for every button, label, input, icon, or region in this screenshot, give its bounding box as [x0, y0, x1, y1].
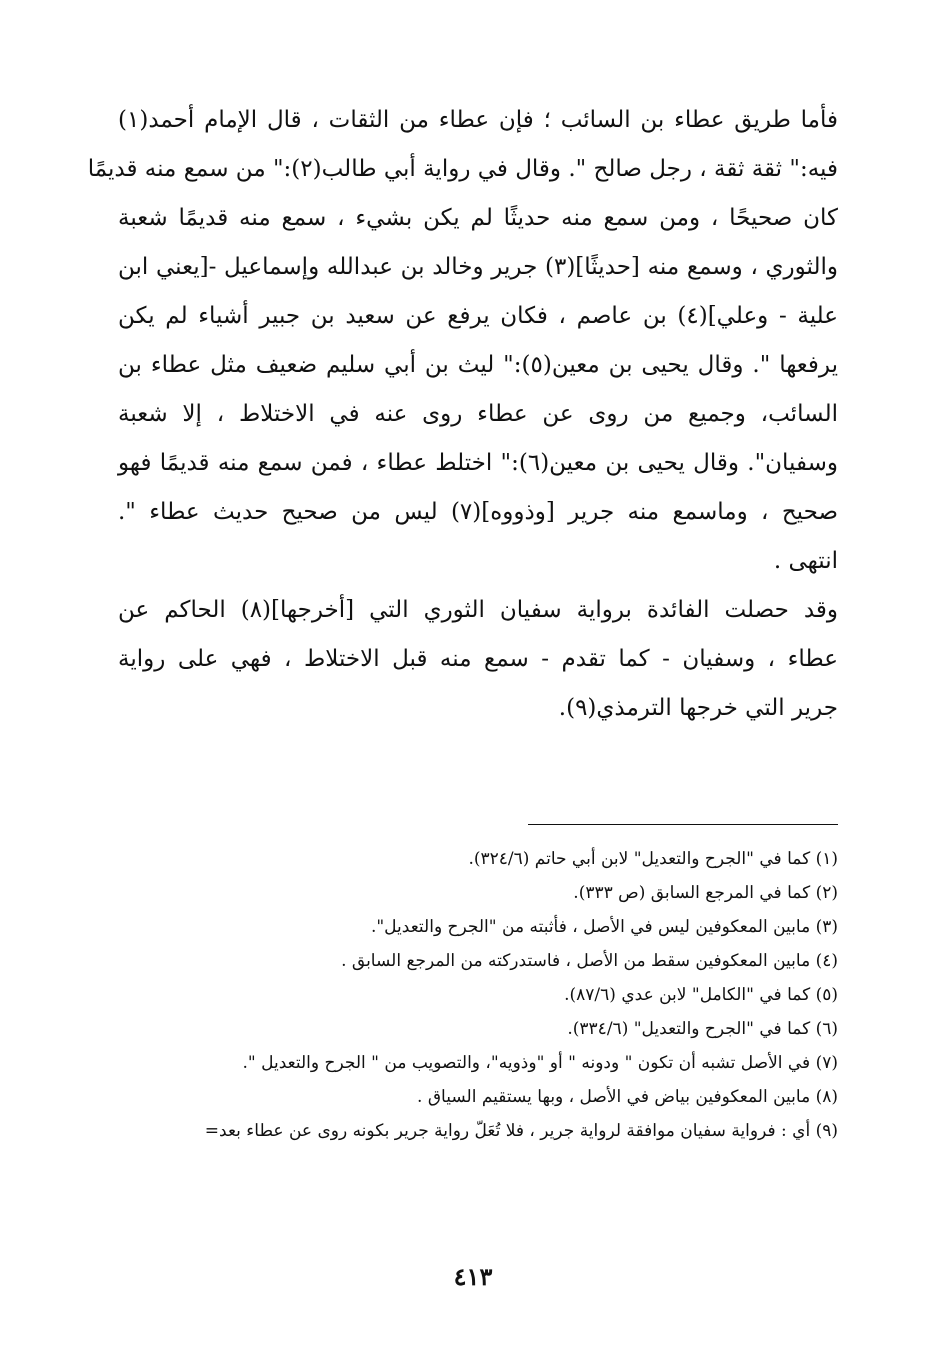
footnote-9: (٩) أي : فرواية سفيان موافقة لرواية جرير ، فلا تُعَلّ رواية جرير بكونه روى عن عطاء بعد=	[204, 1121, 838, 1141]
body-line-5: علية - وعلي](٤) بن عاصم ، فكان يرفع عن سعيد بن جبير أشياء لم يكن	[118, 303, 838, 329]
footnote-separator	[528, 824, 838, 825]
body-line-6: يرفعها ". وقال يحيى بن معين(٥):" ليث بن أبي سليم ضعيف مثل عطاء بن	[118, 352, 838, 378]
main-text	[87, 96, 838, 733]
body-line-12: عطاء ، وسفيان - كما تقدم - سمع منه قبل الاختلاط ، فهي على رواية	[118, 646, 838, 672]
body-line-8: وسفيان". وقال يحيى بن معين(٦):" اختلط عطاء ، فمن سمع منه قديمًا فهو	[118, 450, 838, 476]
page-number: ٤١٣	[453, 1262, 493, 1291]
body-line-1: فأما طريق عطاء بن السائب ؛ فإن عطاء من الثقات ، قال الإمام أحمد(١)	[118, 107, 838, 133]
footnote-1: (١) كما في "الجرح والتعديل" لابن أبي حاتم (٣٢٤/٦).	[468, 849, 838, 869]
footnote-3: (٣) مابين المعكوفين ليس في الأصل ، فأثبته من "الجرح والتعديل".	[370, 917, 838, 937]
body-line-9: صحيح ، وماسمع منه جرير [وذووه](٧) ليس من صحيح حديث عطاء ".	[118, 499, 838, 525]
footnote-7: (٧) في الأصل تشبه أن تكون " ودونه " أو "وذويه"، والتصويب من " الجرح والتعديل ".	[242, 1053, 838, 1073]
body-line-3: كان صحيحًا ، ومن سمع منه حديثًا لم يكن بشيء ، سمع منه قديمًا شعبة	[118, 205, 838, 231]
footnote-5: (٥) كما في "الكامل" لابن عدي (٨٧/٦).	[564, 985, 838, 1005]
footnote-2: (٢) كما في المرجع السابق (ص ٣٣٣).	[573, 883, 838, 903]
body-line-7: السائب، وجميع من روى عن عطاء روى عنه في الاختلاط ، إلا شعبة	[118, 401, 838, 427]
body-line-10: انتهى .	[773, 548, 838, 574]
body-line-13: جرير التي خرجها الترمذي(٩).	[558, 695, 838, 721]
footnote-4: (٤) مابين المعكوفين سقط من الأصل ، فاستدركته من المرجع السابق .	[341, 951, 838, 971]
body-line-11: وقد حصلت الفائدة برواية سفيان الثوري التي [أخرجها](٨) الحاكم عن	[118, 597, 838, 623]
body-line-2: فيه:" ثقة ثقة ، رجل صالح ". وقال في رواية أبي طالب(٢):" من سمع منه قديمًا	[87, 156, 838, 182]
footnote-6: (٦) كما في "الجرح والتعديل" (٣٣٤/٦).	[567, 1019, 838, 1039]
footnotes	[118, 842, 838, 1148]
footnote-8: (٨) مابين المعكوفين بياض في الأصل ، وبها يستقيم السياق .	[417, 1087, 838, 1107]
body-line-4: والثوري ، وسمع منه [حديثًا](٣) جرير وخالد بن عبدالله وإسماعيل -[يعني ابن	[118, 254, 838, 280]
